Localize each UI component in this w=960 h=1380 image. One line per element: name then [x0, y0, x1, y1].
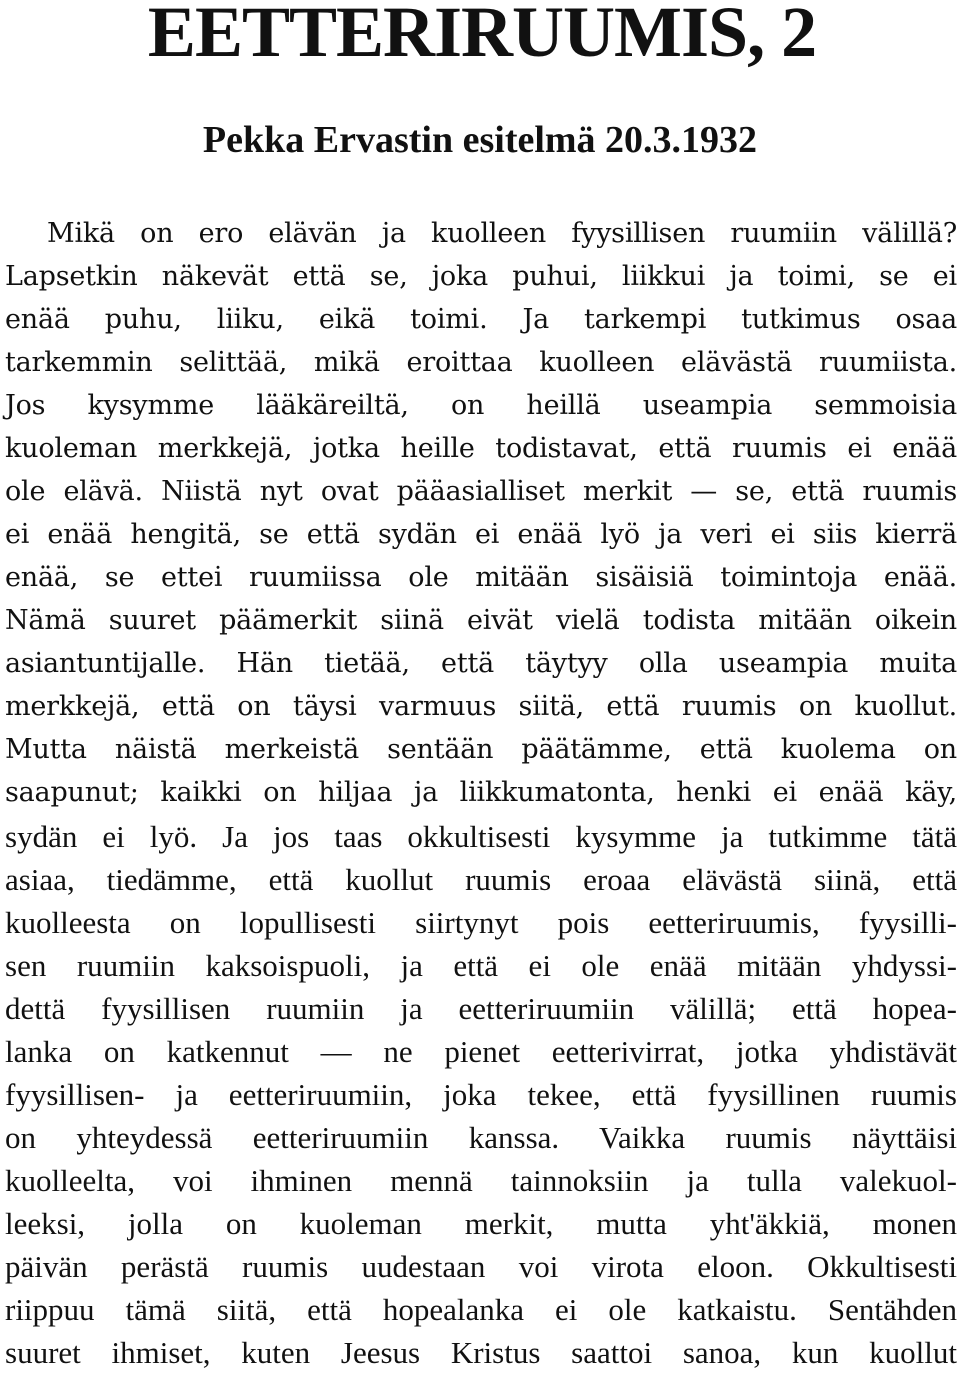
- text-line: suuret ihmiset, kuten Jeesus Kristus saattoi sanoa, kun kuollut: [5, 1335, 957, 1370]
- text-line: Mikä on ero elävän ja kuolleen fyysillisen ruumiin välillä?: [47, 218, 957, 249]
- text-line: on yhteydessä eetteriruumiin kanssa. Vaikka ruumis näyttäisi: [5, 1120, 957, 1155]
- text-line: merkkejä, että on täysi varmuus siitä, että ruumis on kuollut.: [5, 691, 957, 722]
- text-line: kuolleelta, voi ihminen mennä tainnoksiin ja tulla valekuol-: [5, 1163, 957, 1198]
- text-line: sydän ei lyö. Ja jos taas okkultisesti kysymme ja tutkimme tätä: [5, 819, 957, 854]
- text-line: kuoleman merkkejä, jotka heille todistavat, että ruumis ei enää: [5, 433, 957, 464]
- page-title: EETTERIRUUMIS, 2: [147, 0, 817, 72]
- text-line: sen ruumiin kaksoispuoli, ja että ei ole enää mitään yhdyssi-: [5, 948, 957, 983]
- text-line: leeksi, jolla on kuoleman merkit, mutta yht'äkkiä, monen: [5, 1206, 957, 1241]
- text-line: asiaa, tiedämme, että kuollut ruumis eroaa elävästä siinä, että: [5, 862, 957, 897]
- text-line: Jos kysymme lääkäreiltä, on heillä useampia semmoisia: [5, 390, 957, 421]
- text-line: ole elävä. Niistä nyt ovat pääasialliset merkit — se, että ruumis: [5, 476, 957, 507]
- text-line: asiantuntijalle. Hän tietää, että täytyy olla useampia muita: [5, 648, 957, 679]
- text-line: enää, se ettei ruumiissa ole mitään sisäisiä toimintoja enää.: [5, 562, 957, 593]
- text-line: Nämä suuret päämerkit siinä eivät vielä todista mitään oikein: [5, 605, 957, 636]
- page-subtitle: Pekka Ervastin esitelmä 20.3.1932: [202, 119, 758, 161]
- text-line: päivän perästä ruumis uudestaan voi virota eloon. Okkultisesti: [5, 1249, 957, 1284]
- text-line: dettä fyysillisen ruumiin ja eetteriruumiin välillä; että hopea-: [5, 991, 957, 1026]
- text-line: Mutta näistä merkeistä sentään päätämme, että kuolema on: [5, 734, 957, 765]
- text-line: saapunut; kaikki on hiljaa ja liikkumatonta, henki ei enää käy,: [5, 777, 957, 808]
- text-line: Lapsetkin näkevät että se, joka puhui, liikkui ja toimi, se ei: [5, 261, 957, 292]
- text-line: riippuu tämä siitä, että hopealanka ei ole katkaistu. Sentähden: [5, 1292, 957, 1327]
- text-line: lanka on katkennut — ne pienet eetterivirrat, jotka yhdistävät: [5, 1034, 957, 1069]
- text-line: enää puhu, liiku, eikä toimi. Ja tarkempi tutkimus osaa: [5, 304, 957, 335]
- text-line: kuolleesta on lopullisesti siirtynyt pois eetteriruumis, fyysilli-: [5, 905, 957, 940]
- text-line: tarkemmin selittää, mikä eroittaa kuolleen elävästä ruumiista.: [5, 347, 957, 378]
- text-line: fyysillisen- ja eetteriruumiin, joka tekee, että fyysillinen ruumis: [5, 1077, 957, 1112]
- text-line: ei enää hengitä, se että sydän ei enää lyö ja veri ei siis kierrä: [5, 519, 957, 550]
